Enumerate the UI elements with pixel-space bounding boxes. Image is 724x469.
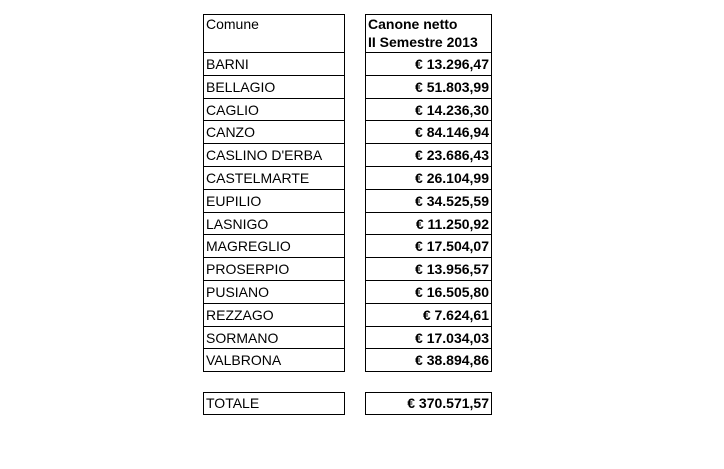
header-canone-line2: II Semestre 2013 <box>368 34 478 50</box>
canone-cell: € 11.250,92 <box>365 212 492 236</box>
comune-cell: CASTELMARTE <box>203 166 345 190</box>
header-canone-line1: Canone netto <box>368 16 458 32</box>
comune-cell: CAGLIO <box>203 98 345 122</box>
total-label: TOTALE <box>203 392 345 415</box>
comune-cell: BELLAGIO <box>203 75 345 99</box>
canone-cell: € 38.894,86 <box>365 348 492 372</box>
header-canone <box>365 14 492 53</box>
canone-cell: € 34.525,59 <box>365 189 492 213</box>
canone-cell: € 16.505,80 <box>365 280 492 304</box>
comune-cell: CASLINO D'ERBA <box>203 143 345 167</box>
comune-cell: SORMANO <box>203 326 345 350</box>
header-comune: Comune <box>203 14 345 53</box>
canone-cell: € 14.236,30 <box>365 98 492 122</box>
canone-cell: € 7.624,61 <box>365 303 492 327</box>
comune-cell: LASNIGO <box>203 212 345 236</box>
canone-cell: € 17.034,03 <box>365 326 492 350</box>
comune-cell: EUPILIO <box>203 189 345 213</box>
canone-cell: € 84.146,94 <box>365 120 492 144</box>
comune-cell: CANZO <box>203 120 345 144</box>
canone-cell: € 13.956,57 <box>365 257 492 281</box>
total-value: € 370.571,57 <box>365 392 492 415</box>
canone-cell: € 17.504,07 <box>365 234 492 258</box>
comune-cell: MAGREGLIO <box>203 234 345 258</box>
canone-cell: € 23.686,43 <box>365 143 492 167</box>
canone-cell: € 26.104,99 <box>365 166 492 190</box>
comune-cell: PROSERPIO <box>203 257 345 281</box>
canone-cell: € 51.803,99 <box>365 75 492 99</box>
canone-cell: € 13.296,47 <box>365 52 492 76</box>
comune-cell: BARNI <box>203 52 345 76</box>
comune-cell: VALBRONA <box>203 348 345 372</box>
comune-cell: PUSIANO <box>203 280 345 304</box>
comune-cell: REZZAGO <box>203 303 345 327</box>
